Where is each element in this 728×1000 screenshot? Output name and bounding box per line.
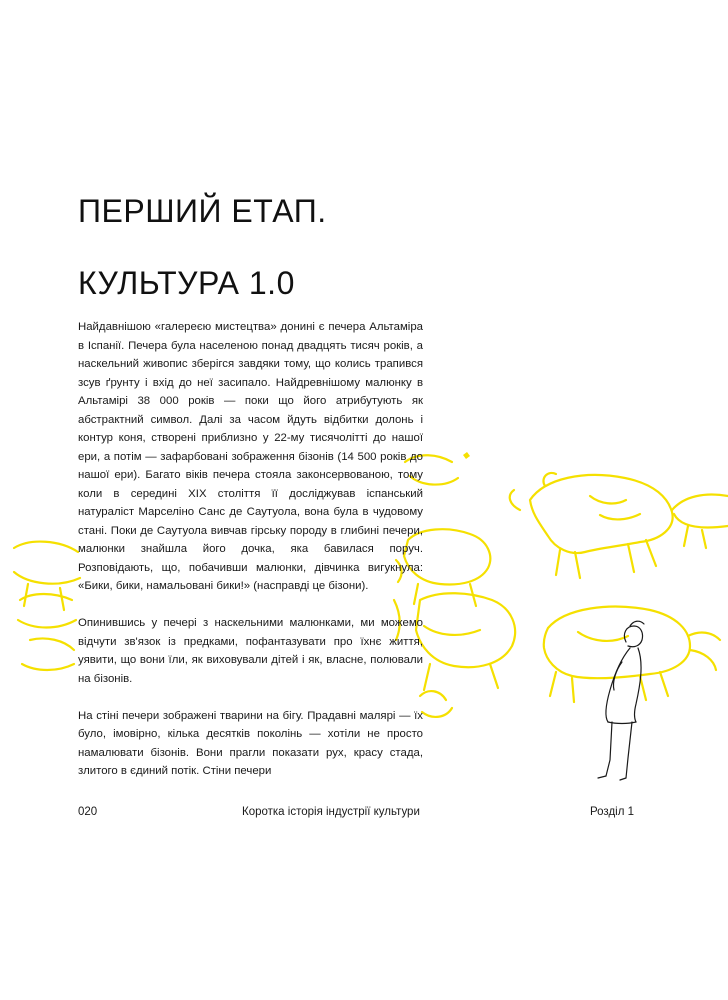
paragraph-2: Опинившись у печері з наскельними малюнками, ми можемо відчути зв'язок із предками, пофантазувати про їхнє життя, уявити, що вони їли, як виховували дітей і як, власне, полювали на бізонів. bbox=[78, 617, 423, 685]
paragraph-1: Найдавнішою «галереєю мистецтва» донині є печера Альтаміра в Іспанії. Печера була населеною понад двадцять тисяч років, а наскельний живопис зберігся завдяки тому, що колись трапився зсув ґрунту і вхід до неї засипало. Найдревнішому малюнку в Альтамірі 38 000 років — поки що його атрибутують як абстрактний символ. Далі за часом йдуть відбитки долонь і контур коня, створені приблизно у 22-му тисячолітті до нашої ери, а потім — зафарбовані зображення бізонів (14 500 років до нашої ери). Багато віків печера стояла законсервованою, тому коли в середині ХІХ століття її досліджував іспанський натураліст Марселіно Санс де Саутуола, вона була в чудовому стані. Поки де Саутуола вивчав гірську породу в глибині печери, малюнки знайшла його дочка, яка бавилася поруч. Розповідають, що, побачивши малюнки, дівчинка вигукнула: «Бики, бики, намальовані бики!» (насправді це бізони). bbox=[78, 321, 423, 592]
page-number: 020 bbox=[78, 806, 98, 818]
bison-drawing-top-right bbox=[510, 473, 673, 578]
paragraph-3: На стіні печери зображені тварини на бігу. Прадавні малярі — їх було, імовірно, кілька десятків поколінь — хотіли не просто намалювати бізонів. Вони прагли показати рух, красу стада, злитого в єдиний потік. Стіни печери bbox=[78, 709, 423, 777]
chapter-title-line-1: ПЕРШИЙ ЕТАП. bbox=[78, 193, 327, 229]
section-label: Розділ 1 bbox=[590, 806, 635, 818]
man-figure-drawing bbox=[598, 621, 644, 780]
chapter-title-line-2: КУЛЬТУРА 1.0 bbox=[78, 265, 295, 301]
bison-drawing-left-margin bbox=[14, 542, 80, 670]
bison-drawing-middle-right bbox=[544, 607, 720, 702]
running-book-title: Коротка історія індустрії культури bbox=[242, 806, 420, 818]
bison-drawing-right-edge bbox=[672, 495, 728, 548]
body-text bbox=[78, 318, 423, 781]
